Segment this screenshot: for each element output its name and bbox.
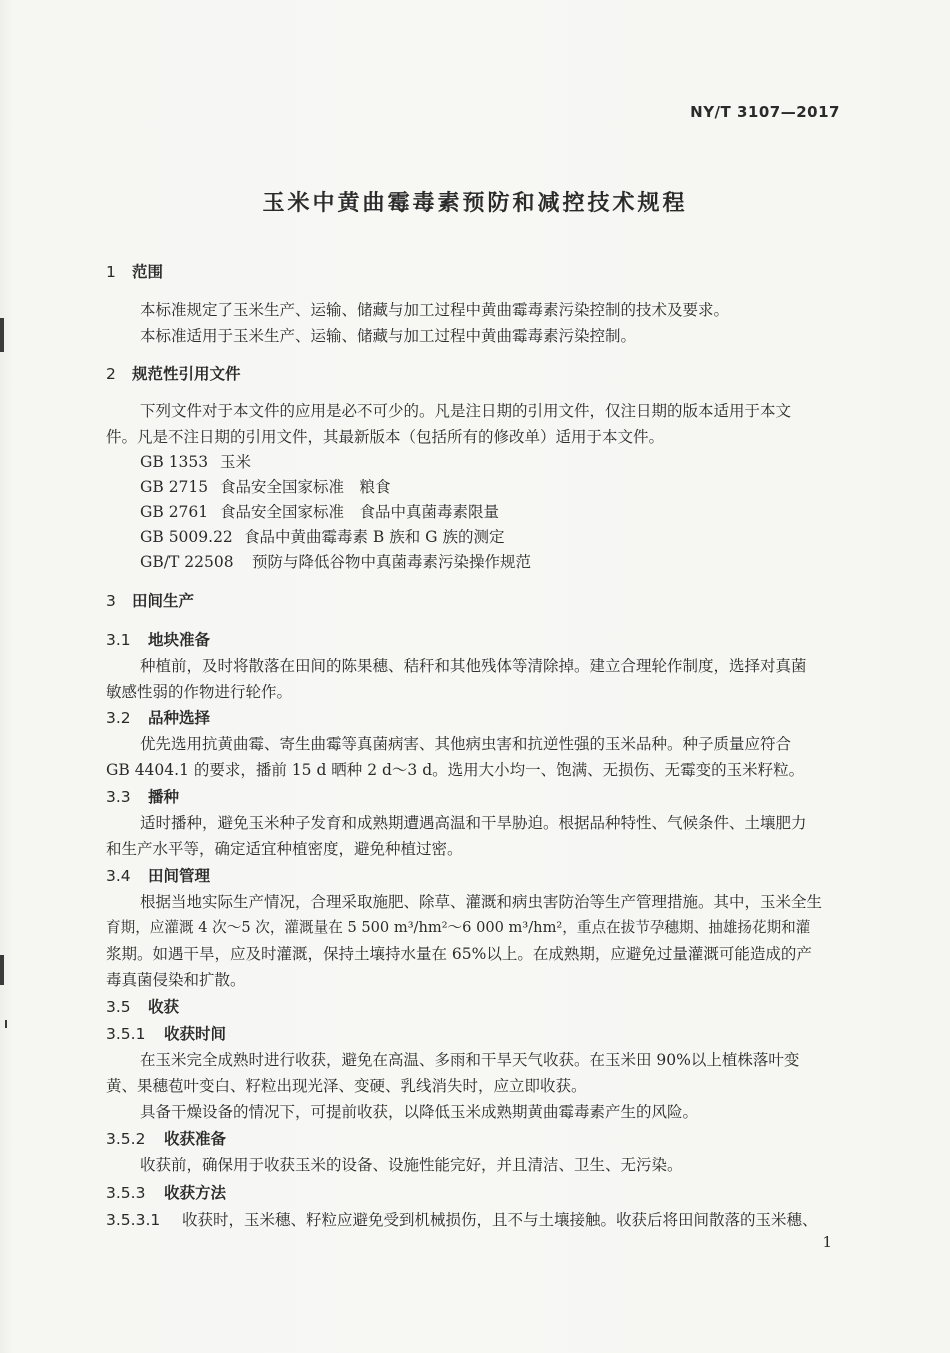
subsection-title: 收获方法 — [164, 1184, 227, 1202]
reference-code: GB 2761 — [140, 503, 209, 521]
subsection-number: 3.5.1 — [106, 1025, 146, 1043]
reference-name: 食品中黄曲霉毒素 B 族和 G 族的测定 — [244, 528, 505, 546]
reference-name: 预防与降低谷物中真菌毒素污染操作规范 — [252, 553, 532, 571]
paragraph-line: 适时播种，避免玉米种子发育和成熟期遭遇高温和干旱胁迫。根据品种特性、气候条件、土壤肥力 — [140, 814, 807, 832]
subsection-number: 3.5.2 — [106, 1130, 146, 1148]
scan-edge-mark — [0, 318, 4, 352]
paragraph-line: 敏感性弱的作物进行轮作。 — [106, 683, 293, 701]
paragraph-line: 具备干燥设备的情况下，可提前收获，以降低玉米成熟期黄曲霉毒素产生的风险。 — [140, 1103, 699, 1121]
reference-item — [140, 552, 531, 572]
section-title: 田间生产 — [132, 592, 195, 610]
scan-edge-mark — [5, 1020, 7, 1028]
standard-code: NY/T 3107—2017 — [690, 103, 840, 121]
section-heading — [106, 262, 163, 282]
paragraph-line: 根据当地实际生产情况，合理采取施肥、除草、灌溉和病虫害防治等生产管理措施。其中，玉米全生 — [140, 893, 823, 911]
subsection-title: 田间管理 — [148, 867, 211, 885]
section-heading — [106, 364, 241, 384]
paragraph-line — [106, 1210, 818, 1230]
section-heading — [106, 591, 194, 611]
reference-item — [140, 477, 391, 497]
subsection-heading — [106, 1024, 226, 1044]
subsection-number: 3.5 — [106, 998, 131, 1016]
section-title: 范围 — [132, 263, 164, 281]
paragraph-line: 黄、果穗苞叶变白、籽粒出现光泽、变硬、乳线消失时，应立即收获。 — [106, 1077, 587, 1095]
reference-name: 食品安全国家标准 食品中真菌毒素限量 — [220, 503, 500, 521]
paragraph-line: 本标准规定了玉米生产、运输、储藏与加工过程中黄曲霉毒素污染控制的技术及要求。 — [140, 301, 730, 319]
reference-code: GB 5009.22 — [140, 528, 233, 546]
paragraph-line: 优先选用抗黄曲霉、寄生曲霉等真菌病害、其他病虫害和抗逆性强的玉米品种。种子质量应符合 — [140, 735, 792, 753]
subsection-title: 品种选择 — [148, 709, 211, 727]
section-number: 3 — [106, 592, 116, 610]
subsection-number: 3.1 — [106, 631, 131, 649]
paragraph-line: 育期，应灌溉 4 次～5 次，灌溉量在 5 500 m³/hm²～6 000 m³/hm²，重点在拔节孕穗期、抽雄扬花期和灌 — [106, 919, 811, 936]
subsection-number: 3.4 — [106, 867, 131, 885]
document-title: 玉米中黄曲霉毒素预防和减控技术规程 — [262, 191, 688, 216]
paragraph-line: 在玉米完全成熟时进行收获，避免在高温、多雨和干旱天气收获。在玉米田 90%以上植株落叶变 — [140, 1051, 800, 1069]
section-number: 1 — [106, 263, 116, 281]
subsection-title: 收获准备 — [164, 1130, 227, 1148]
paragraph-line: GB 4404.1 的要求，播前 15 d 晒种 2 d～3 d。选用大小均一、饱满、无损伤、无霉变的玉米籽粒。 — [106, 761, 805, 779]
clause-text: 收获时，玉米穗、籽粒应避免受到机械损伤，且不与土壤接触。收获后将田间散落的玉米穗、 — [182, 1211, 818, 1229]
subsection-heading — [106, 866, 210, 886]
paragraph-line: 件。凡是不注日期的引用文件，其最新版本（包括所有的修改单）适用于本文件。 — [106, 428, 665, 446]
paragraph-line: 下列文件对于本文件的应用是必不可少的。凡是注日期的引用文件，仅注日期的版本适用于本文 — [140, 402, 792, 420]
reference-name: 玉米 — [220, 453, 252, 471]
subsection-heading — [106, 708, 210, 728]
section-number: 2 — [106, 365, 116, 383]
paragraph-line: 浆期。如遇干旱，应及时灌溉，保持土壤持水量在 65%以上。在成熟期，应避免过量灌溉可能造成的产 — [106, 945, 812, 963]
paragraph-line: 本标准适用于玉米生产、运输、储藏与加工过程中黄曲霉毒素污染控制。 — [140, 327, 637, 345]
paragraph-line: 收获前，确保用于收获玉米的设备、设施性能完好，并且清洁、卫生、无污染。 — [140, 1156, 683, 1174]
subsection-heading — [106, 997, 179, 1017]
subsection-number: 3.2 — [106, 709, 131, 727]
subsection-number: 3.5.3 — [106, 1184, 146, 1202]
clause-number: 3.5.3.1 — [106, 1211, 161, 1229]
subsection-title: 收获时间 — [164, 1025, 227, 1043]
section-title: 规范性引用文件 — [132, 365, 241, 383]
paragraph-line: 毒真菌侵染和扩散。 — [106, 971, 246, 989]
paragraph-line: 和生产水平等，确定适宜种植密度，避免种植过密。 — [106, 840, 463, 858]
reference-item — [140, 502, 499, 522]
scan-edge-mark — [0, 955, 4, 985]
subsection-heading — [106, 787, 179, 807]
subsection-heading — [106, 1129, 226, 1149]
subsection-number: 3.3 — [106, 788, 131, 806]
page-number: 1 — [822, 1233, 832, 1251]
subsection-title: 收获 — [148, 998, 180, 1016]
subsection-heading — [106, 1183, 226, 1203]
reference-code: GB 1353 — [140, 453, 209, 471]
subsection-heading — [106, 630, 210, 650]
reference-name: 食品安全国家标准 粮食 — [220, 478, 391, 496]
paragraph-line: 种植前，及时将散落在田间的陈果穗、秸秆和其他残体等清除掉。建立合理轮作制度，选择对真菌 — [140, 657, 807, 675]
subsection-title: 地块准备 — [148, 631, 211, 649]
subsection-title: 播种 — [148, 788, 180, 806]
reference-item — [140, 452, 251, 472]
reference-code: GB/T 22508 — [140, 553, 234, 571]
reference-item — [140, 527, 504, 547]
reference-code: GB 2715 — [140, 478, 209, 496]
